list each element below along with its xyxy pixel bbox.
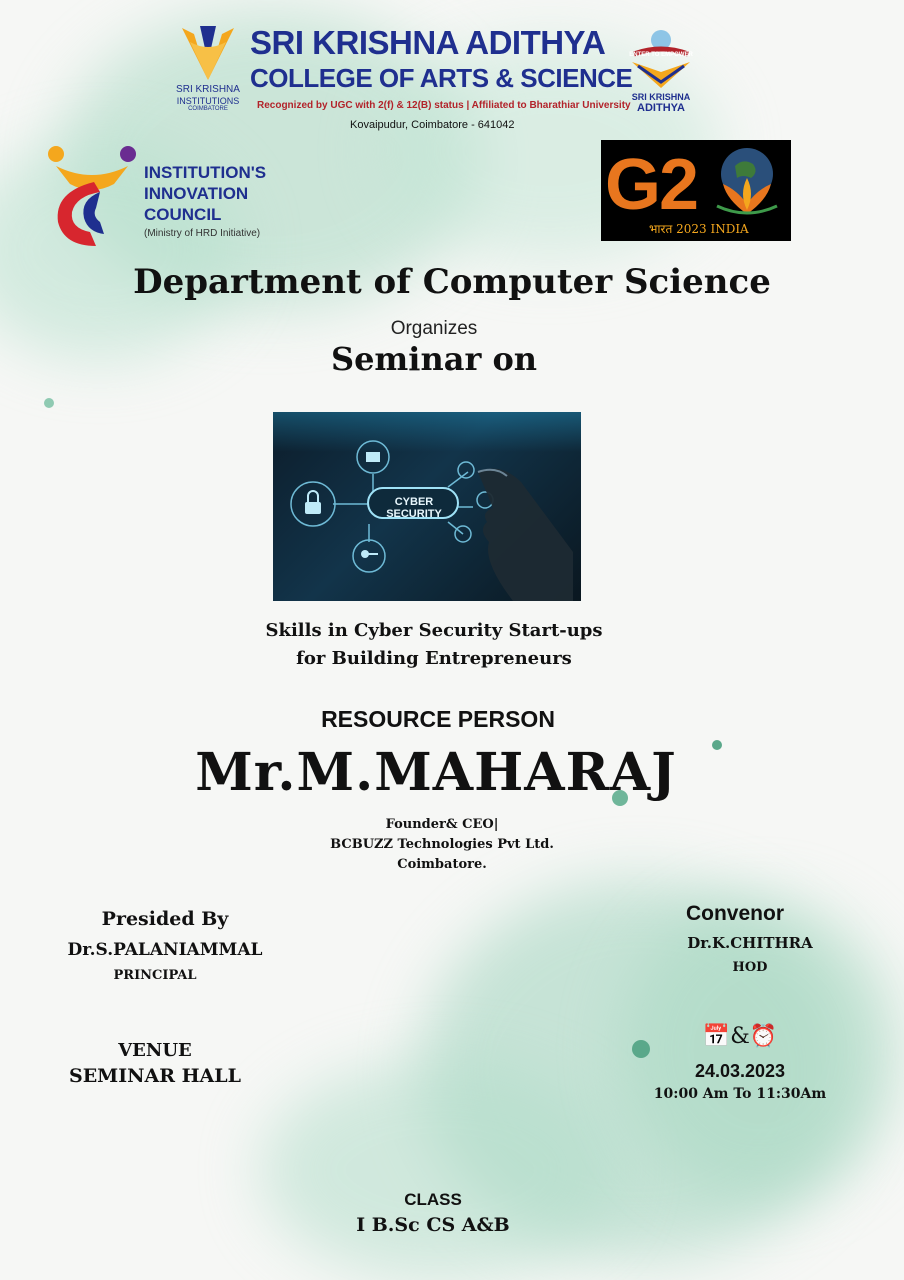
college-name-line1: SRI KRISHNA ADITHYA — [250, 24, 606, 61]
presided-block — [40, 908, 290, 983]
iic-ministry: (Ministry of HRD Initiative) — [144, 228, 261, 239]
convenor-block — [650, 902, 850, 975]
college-address: Kovaipudur, Coimbatore - 641042 — [350, 119, 515, 131]
presided-label: Presided By — [101, 908, 229, 930]
class-block — [333, 1190, 533, 1236]
g20-text: G2 — [605, 145, 698, 225]
g20-caption: भारत 2023 INDIA — [649, 222, 749, 236]
convenor-label: Convenor — [685, 902, 784, 925]
sri-krishna-logo — [172, 22, 244, 126]
resource-person-label: RESOURCE PERSON — [321, 706, 555, 732]
lotus-globe-icon — [707, 144, 787, 224]
banner-text: CYBER SECURITY — [386, 496, 442, 520]
iic-emblem-icon — [44, 144, 140, 248]
calendar-clock-icon: 📅&⏰ — [702, 1024, 778, 1049]
seminar-topic — [0, 617, 886, 673]
resource-role: Founder& CEO| — [385, 817, 499, 832]
g20-logo — [601, 140, 791, 241]
paint-dot — [44, 398, 54, 408]
convenor-title: HOD — [732, 960, 768, 975]
adithya-motto: ENTER TO EMPOWER — [629, 52, 693, 58]
resource-company: BCBUZZ Technologies Pvt Ltd. — [330, 837, 554, 852]
iic-logo — [44, 144, 304, 250]
book-globe-icon — [624, 26, 698, 92]
organizes-label: Organizes — [390, 318, 478, 339]
presided-title: PRINCIPAL — [113, 968, 197, 983]
seminar-title: Seminar on — [330, 340, 538, 378]
presided-name: Dr.S.PALANIAMMAL — [67, 940, 263, 960]
venue-block — [40, 1040, 270, 1087]
college-name-line2: COLLEGE OF ARTS & SCIENCE — [250, 63, 633, 93]
cyber-security-banner — [273, 412, 581, 601]
schedule-block — [640, 1024, 840, 1102]
topic-line-1: Skills in Cyber Security Start-ups — [265, 620, 603, 641]
iic-name: INSTITUTION'S INNOVATION COUNCIL — [144, 163, 267, 224]
resource-person-name: Mr.M.MAHARAJ — [195, 742, 677, 803]
v-flame-icon — [172, 22, 244, 84]
sri-krishna-caption: SRI KRISHNA INSTITUTIONS COIMBATORE — [176, 84, 240, 112]
resource-city: Coimbatore. — [397, 857, 487, 872]
class-label: CLASS — [404, 1190, 462, 1209]
venue-label: VENUE — [118, 1040, 192, 1061]
department-title: Department of Computer Science — [133, 262, 771, 302]
venue-value: SEMINAR HALL — [68, 1065, 242, 1087]
class-value: I B.Sc CS A&B — [356, 1214, 510, 1236]
college-recognition: Recognized by UGC with 2(f) & 12(B) status | Affiliated to Bharathiar University — [257, 100, 631, 111]
event-date: 24.03.2023 — [694, 1061, 786, 1081]
event-time: 10:00 Am To 11:30Am — [653, 1086, 827, 1102]
convenor-name: Dr.K.CHITHRA — [687, 934, 813, 952]
resource-person-details — [0, 815, 894, 875]
adithya-caption: SRI KRISHNA ADITHYA — [631, 92, 691, 115]
adithya-logo — [624, 26, 698, 126]
topic-line-2: for Building Entrepreneurs — [296, 648, 572, 669]
